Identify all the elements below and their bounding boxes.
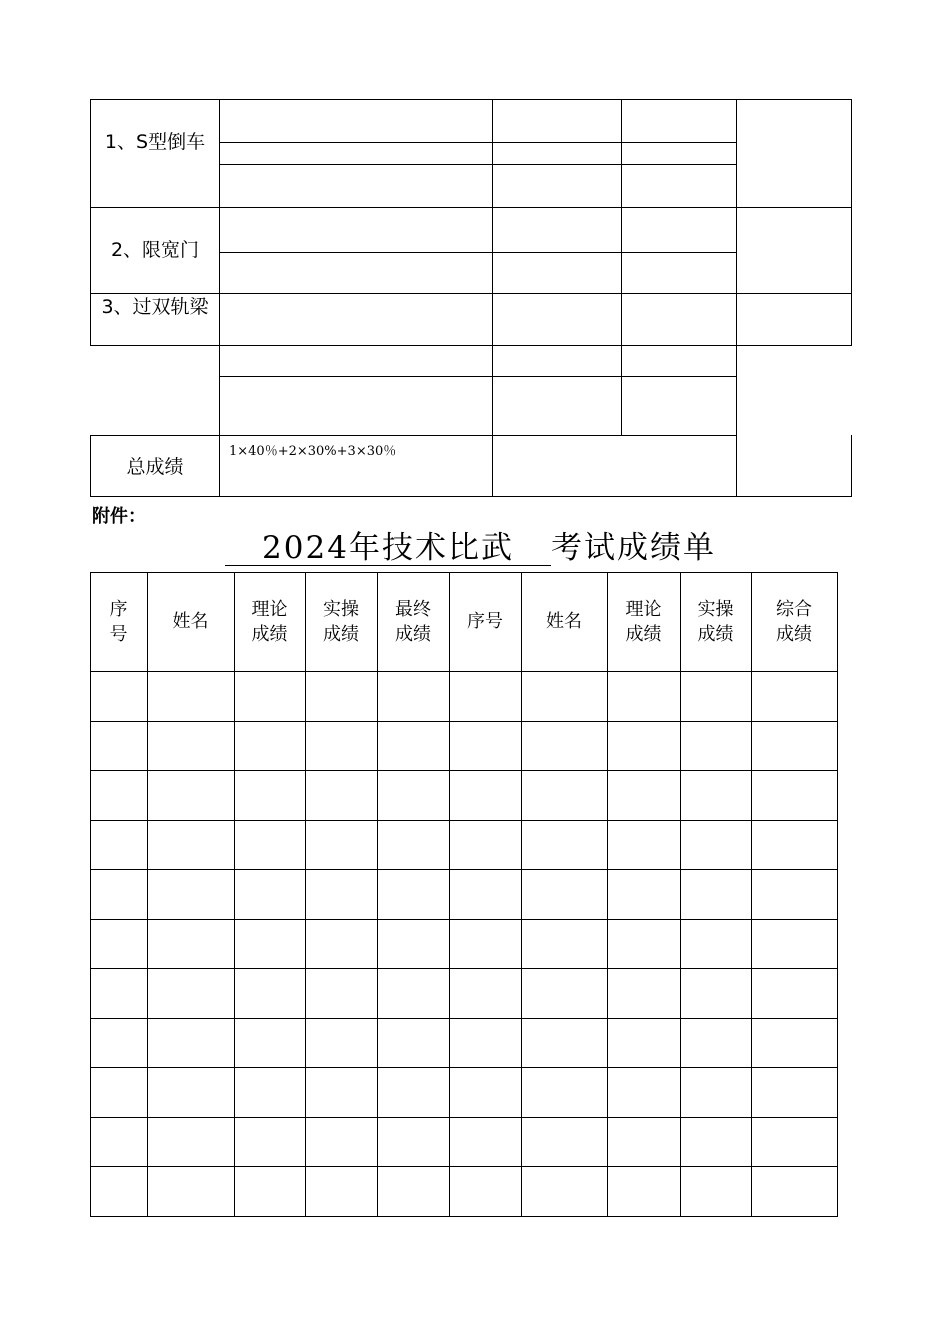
score-cell	[608, 722, 680, 771]
score-cell	[752, 870, 837, 919]
column-header	[90, 597, 147, 647]
column-header-line: 成绩	[323, 623, 359, 645]
score-cell	[91, 1118, 147, 1167]
table-border	[90, 345, 852, 346]
score-cell	[752, 672, 837, 721]
score-cell	[148, 1167, 234, 1216]
table-border	[90, 572, 838, 573]
score-cell	[148, 969, 234, 1018]
column-header-line: 序	[109, 598, 128, 620]
score-cell	[752, 969, 837, 1018]
column-header-line: 成绩	[625, 623, 662, 645]
score-cell	[148, 771, 234, 820]
score-cell	[608, 771, 680, 820]
score-cell	[522, 1118, 607, 1167]
score-cell	[378, 1068, 449, 1117]
score-cell	[450, 821, 521, 870]
score-cell	[608, 1118, 680, 1167]
score-cell	[235, 920, 305, 969]
table-border	[90, 435, 737, 436]
score-cell	[91, 1019, 147, 1068]
score-cell	[681, 1167, 751, 1216]
score-cell	[148, 821, 234, 870]
score-cell	[608, 672, 680, 721]
score-cell	[91, 870, 147, 919]
table-border	[219, 142, 737, 143]
score-cell	[148, 672, 234, 721]
score-cell	[306, 1118, 377, 1167]
table-border	[90, 207, 852, 208]
score-cell	[450, 722, 521, 771]
sheet-title	[225, 527, 745, 571]
column-header	[305, 597, 377, 647]
score-cell	[91, 771, 147, 820]
score-cell	[450, 1019, 521, 1068]
score-cell	[608, 821, 680, 870]
score-cell	[148, 1068, 234, 1117]
score-cell	[378, 1118, 449, 1167]
score-cell	[450, 1167, 521, 1216]
event-label-double-rail: 3、过双轨梁	[101, 296, 209, 318]
total-score-formula: 1×40％+2×30%+3×30％	[229, 444, 397, 459]
score-cell	[608, 1068, 680, 1117]
score-cell	[752, 722, 837, 771]
column-header	[449, 609, 521, 634]
score-cell	[306, 672, 377, 721]
score-cell	[306, 722, 377, 771]
score-cell	[681, 821, 751, 870]
attachment-label: 附件：	[92, 506, 146, 527]
score-cell	[378, 722, 449, 771]
score-cell	[235, 1068, 305, 1117]
column-header-line: 理论	[251, 598, 288, 620]
score-cell	[306, 821, 377, 870]
score-cell	[378, 771, 449, 820]
score-cell	[450, 1068, 521, 1117]
score-cell	[378, 870, 449, 919]
table-border	[736, 99, 737, 497]
column-header	[234, 597, 305, 647]
table-border	[851, 99, 852, 346]
score-cell	[148, 1118, 234, 1167]
column-header-line: 序号	[467, 611, 503, 632]
column-header	[521, 609, 607, 634]
score-cell	[148, 722, 234, 771]
score-cell	[450, 920, 521, 969]
score-cell	[522, 821, 607, 870]
score-cell	[681, 969, 751, 1018]
score-cell	[522, 1167, 607, 1216]
score-cell	[91, 969, 147, 1018]
score-cell	[91, 672, 147, 721]
score-cell	[450, 771, 521, 820]
score-cell	[450, 672, 521, 721]
score-cell	[522, 1019, 607, 1068]
score-cell	[91, 920, 147, 969]
score-cell	[235, 672, 305, 721]
score-cell	[522, 1068, 607, 1117]
score-cell	[306, 920, 377, 969]
column-header	[147, 609, 234, 634]
column-header-line: 实操	[323, 598, 359, 620]
table-border	[90, 99, 91, 346]
column-header-line: 号	[109, 623, 128, 645]
sheet-title-underlined: 2024年技术比武	[225, 527, 551, 566]
score-cell	[306, 1019, 377, 1068]
score-cell	[681, 771, 751, 820]
column-header-line: 成绩	[251, 623, 288, 645]
score-cell	[450, 969, 521, 1018]
score-cell	[148, 920, 234, 969]
column-header-line: 实操	[697, 598, 734, 620]
score-cell	[235, 969, 305, 1018]
score-cell	[148, 870, 234, 919]
table-border	[90, 496, 852, 497]
score-cell	[752, 1019, 837, 1068]
sheet-title-rest: 考试成绩单	[551, 530, 716, 566]
column-header-line: 姓名	[172, 611, 209, 632]
score-cell	[235, 771, 305, 820]
score-cell	[522, 722, 607, 771]
score-cell	[378, 1019, 449, 1068]
score-cell	[608, 969, 680, 1018]
table-border	[621, 99, 622, 436]
score-cell	[752, 771, 837, 820]
column-header	[680, 597, 751, 647]
score-cell	[752, 920, 837, 969]
score-cell	[378, 969, 449, 1018]
column-header-line: 理论	[625, 598, 662, 620]
score-cell	[91, 1068, 147, 1117]
score-cell	[608, 870, 680, 919]
score-cell	[91, 722, 147, 771]
column-header	[377, 597, 449, 647]
score-cell	[450, 1118, 521, 1167]
score-cell	[306, 870, 377, 919]
score-cell	[681, 722, 751, 771]
score-cell	[752, 821, 837, 870]
table-border	[90, 99, 852, 100]
score-cell	[681, 870, 751, 919]
column-header	[751, 597, 837, 647]
score-cell	[91, 821, 147, 870]
score-cell	[378, 1167, 449, 1216]
column-header-line: 成绩	[697, 623, 734, 645]
score-cell	[752, 1167, 837, 1216]
score-cell	[681, 920, 751, 969]
score-cell	[608, 920, 680, 969]
score-cell	[378, 672, 449, 721]
score-cell	[752, 1068, 837, 1117]
total-score-label: 总成绩	[126, 456, 184, 478]
table-border	[90, 1216, 838, 1217]
event-label-width-gate: 2、限宽门	[110, 239, 200, 261]
score-cell	[306, 1167, 377, 1216]
score-cell	[235, 821, 305, 870]
score-cell	[681, 1019, 751, 1068]
table-border	[90, 435, 91, 497]
table-border	[219, 99, 220, 497]
score-cell	[378, 821, 449, 870]
score-cell	[522, 771, 607, 820]
score-cell	[752, 1118, 837, 1167]
column-header-line: 最终	[395, 598, 431, 620]
score-cell	[148, 1019, 234, 1068]
column-header-line: 成绩	[776, 623, 812, 645]
score-cell	[235, 722, 305, 771]
column-header-line: 姓名	[546, 611, 582, 632]
event-label-s-reverse: 1、S型倒车	[104, 131, 206, 153]
score-cell	[681, 1118, 751, 1167]
score-cell	[681, 672, 751, 721]
table-border	[837, 572, 838, 1217]
score-cell	[235, 1167, 305, 1216]
score-cell	[306, 1068, 377, 1117]
table-border	[219, 252, 737, 253]
score-cell	[306, 771, 377, 820]
table-border	[492, 99, 493, 497]
table-border	[219, 376, 737, 377]
score-cell	[450, 870, 521, 919]
score-cell	[522, 870, 607, 919]
table-border	[851, 435, 852, 497]
score-cell	[235, 1118, 305, 1167]
score-cell	[306, 969, 377, 1018]
score-cell	[681, 1068, 751, 1117]
column-header	[607, 597, 680, 647]
score-cell	[522, 969, 607, 1018]
score-cell	[522, 920, 607, 969]
score-cell	[378, 920, 449, 969]
table-border	[90, 293, 852, 294]
score-cell	[608, 1019, 680, 1068]
column-header-line: 综合	[776, 598, 812, 620]
table-border	[219, 164, 737, 165]
column-header-line: 成绩	[395, 623, 431, 645]
score-cell	[235, 1019, 305, 1068]
score-cell	[608, 1167, 680, 1216]
score-cell	[91, 1167, 147, 1216]
score-cell	[522, 672, 607, 721]
score-cell	[235, 870, 305, 919]
